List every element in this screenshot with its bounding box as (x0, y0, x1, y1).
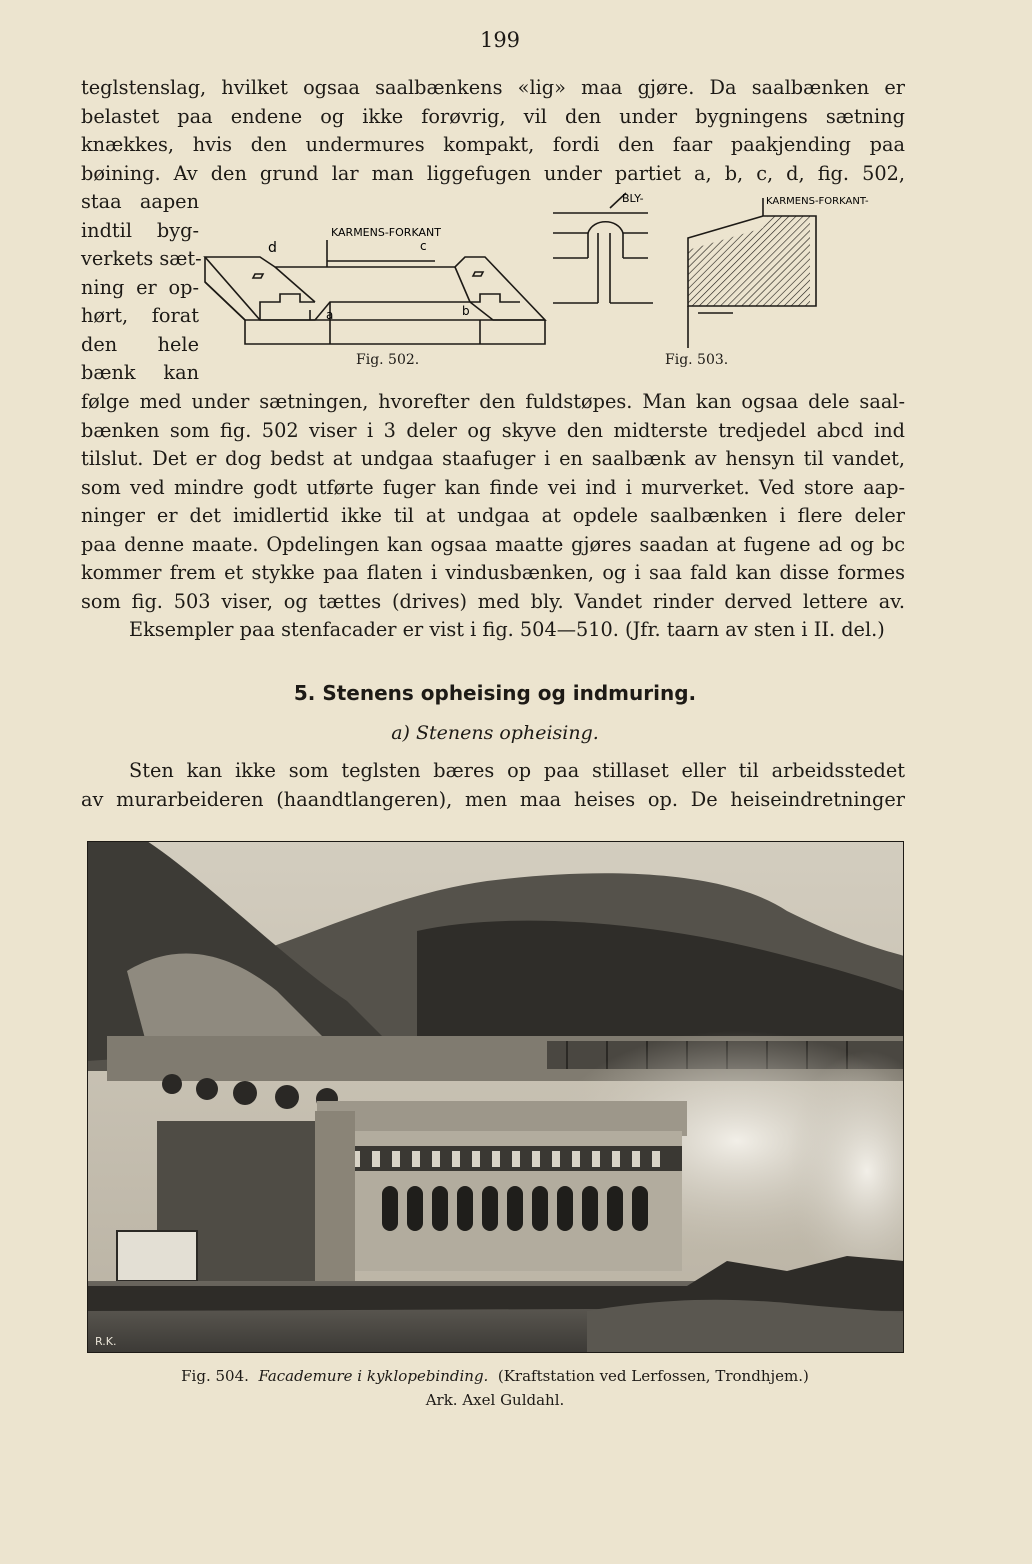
text-line: av murarbeideren (haandtlangeren), men maa heises op. De heiseindretninger (81, 787, 905, 811)
text-line: som ved mindre godt utførte fuger kan finde vei ind i murverket. Ved store aap- (81, 475, 905, 499)
text-line: knækkes, hvis den undermures kompakt, fordi den faar paakjending paa (81, 133, 905, 156)
text-line: hørt, forat (81, 304, 199, 327)
fig-504-caption (0, 1364, 990, 1412)
paragraph-2: Eksempler paa stenfacader er vist i fig. 504—510. (Jfr. taarn av sten i II. del.) (129, 618, 885, 641)
fig-502-label: Fig. 502. (356, 352, 420, 368)
text-line: tilslut. Det er dog bedst at undgaa staafuger i en saalbænk av hensyn til vandet, (81, 447, 905, 470)
caption-place: (Kraftstation ved Lerfossen, Trondhjem.) (497, 1367, 809, 1385)
fig-503-drawing (548, 188, 918, 358)
narrow-text-column (81, 188, 202, 388)
fig-502-letter-b: b (462, 304, 470, 318)
paragraph-1 (81, 74, 905, 188)
text-line: som fig. 503 viser, og tættes (drives) med bly. Vandet rinder derved lettere av. (81, 589, 905, 613)
text-line: teglstenslag, hvilket ogsaa saalbænkens «lig» maa gjøre. Da saalbænken er (81, 76, 905, 99)
section-heading: 5. Stenens opheising og indmuring. (293, 681, 697, 705)
text-line: ning er op- (81, 275, 199, 299)
caption-prefix: Fig. 504. (181, 1367, 249, 1385)
text-line: staa aapen (81, 190, 199, 213)
text-line: verkets sæt- (81, 247, 202, 270)
fig-504-photo (87, 841, 904, 1353)
fig-502-drawing (200, 222, 550, 352)
text-line: paa denne maate. Opdelingen kan ogsaa maatte gjøres saadan at fugene ad og bc (81, 532, 905, 556)
fig-502-letter-d: d (268, 240, 277, 256)
fig-503-label: Fig. 503. (665, 352, 729, 368)
fig-502-annotation: KARMENS-FORKANT (331, 226, 441, 239)
text-line: følge med under sætningen, hvorefter den fuldstøpes. Man kan ogsaa dele saal- (81, 390, 905, 413)
paragraph-3 (81, 757, 905, 814)
text-line: Sten kan ikke som teglsten bæres op paa stillaset eller til arbeidsstedet (129, 759, 905, 782)
fig-502-letter-a: a (326, 308, 334, 322)
text-line: bænk kan (81, 361, 199, 384)
text-line: den hele (81, 332, 199, 356)
caption-title: Facademure i kyklopebinding. (258, 1367, 489, 1385)
fig-502-letter-c: c (420, 239, 427, 253)
fig-503-annotation-bly: BLY- (622, 192, 644, 205)
text-line: ninger er det imidlertid ikke til at undgaa at opdele saalbænken i flere deler (81, 504, 905, 527)
page-number: 199 (479, 28, 521, 52)
caption-architect: Ark. Axel Guldahl. (425, 1391, 565, 1409)
paragraph-1-continued (81, 388, 905, 645)
text-line: bænken som fig. 502 viser i 3 deler og skyve den midterste tredjedel abcd ind (81, 418, 905, 442)
photo-corner-mark: R.K. (95, 1335, 117, 1348)
text-line: bøining. Av den grund lar man liggefugen under partiet a, b, c, d, fig. 502, (81, 161, 905, 185)
text-line: indtil byg- (81, 218, 199, 242)
text-line: kommer frem et stykke paa flaten i vindusbænken, og i saa fald kan disse formes (81, 561, 905, 584)
text-line: belastet paa endene og ikke forøvrig, vil den under bygningens sætning (81, 104, 905, 128)
subsection-heading: a) Stenens opheising. (391, 722, 599, 744)
fig-503-annotation-karm: KARMENS-FORKANT- (766, 196, 869, 207)
